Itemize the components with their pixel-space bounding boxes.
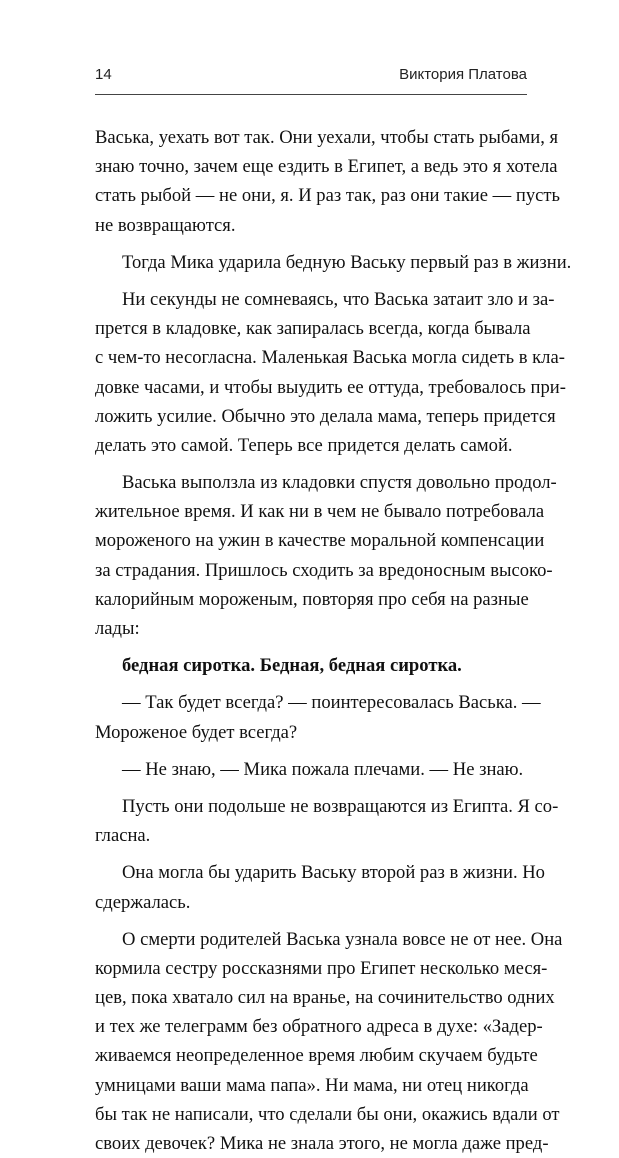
text-line: — Не знаю, — Мика пожала плечами. — Не знаю. — [122, 758, 524, 780]
text-line: стать рыбой — не они, я. И раз так, раз они такие — пусть — [95, 185, 560, 207]
running-title: Виктория Платова — [399, 66, 527, 83]
text-line: делать это самой. Теперь все придется делать самой. — [95, 434, 513, 456]
header-divider — [95, 94, 527, 95]
text-line: не возвращаются. — [95, 214, 236, 236]
page-number: 14 — [95, 66, 112, 83]
paragraph-gap — [95, 643, 527, 651]
text-line: Ни секунды не сомневаясь, что Васька затаит зло и за- — [122, 288, 555, 310]
text-line: за страдания. Пришлось сходить за вредоносным высоко- — [95, 559, 553, 581]
text-line: калорийным мороженым, повторяя про себя на разные — [95, 588, 529, 610]
paragraph-gap — [95, 277, 527, 285]
text-line: сдержалась. — [95, 891, 191, 913]
text-line: и тех же телеграмм без обратного адреса в духе: «Задер- — [95, 1016, 543, 1038]
text-line: — Так будет всегда? — поинтересовалась Васька. — — [122, 692, 541, 714]
paragraph-gap — [95, 917, 527, 925]
text-line-bold: бедная сиротка. Бедная, бедная сиротка. — [122, 655, 462, 677]
text-line: живаемся неопределенное время любим скучаем будьте — [95, 1045, 538, 1067]
text-line: цев, пока хватало сил на вранье, на сочинительство одних — [95, 987, 555, 1009]
text-line: Тогда Мика ударила бедную Ваську первый раз в жизни. — [122, 251, 572, 273]
text-line: Пусть они подольше не возвращаются из Египта. Я со- — [122, 795, 559, 817]
text-line: Мороженое будет всегда? — [95, 721, 298, 743]
paragraph-gap — [95, 784, 527, 792]
text-line: кормила сестру россказнями про Египет несколько меся- — [95, 957, 548, 979]
text-line: своих девочек? Мика не знала этого, не могла даже пред- — [95, 1133, 549, 1154]
paragraph-gap — [95, 747, 527, 755]
text-line: довке часами, и чтобы выудить ее оттуда, требовалось при- — [95, 376, 566, 398]
text-line: Она могла бы ударить Ваську второй раз в жизни. Но — [122, 862, 545, 884]
text-line: ложить усилие. Обычно это делала мама, теперь придется — [95, 405, 556, 427]
paragraph-gap — [95, 460, 527, 468]
text-line: О смерти родителей Васька узнала вовсе не от нее. Она — [122, 928, 563, 950]
text-line: умницами ваши мама папа». Ни мама, ни отец никогда — [95, 1074, 529, 1096]
paragraph-gap — [95, 240, 527, 248]
text-line: прется в кладовке, как запиралась всегда, когда бывала — [95, 318, 531, 340]
text-line: мороженого на ужин в качестве моральной компенсации — [95, 530, 545, 552]
text-line: знаю точно, зачем еще ездить в Египет, а ведь это я хотела — [95, 156, 558, 178]
paragraph-gap — [95, 680, 527, 688]
text-line: с чем-то несогласна. Маленькая Васька могла сидеть в кла- — [95, 347, 565, 369]
text-line: бы так не написали, что сделали бы они, окажись вдали от — [95, 1103, 560, 1125]
text-line: Васька, уехать вот так. Они уехали, чтобы стать рыбами, я — [95, 127, 559, 148]
paragraph-gap — [95, 850, 527, 858]
page-header — [95, 66, 527, 88]
text-line: Васька выползла из кладовки спустя довольно продол- — [122, 472, 557, 494]
text-line: жительное время. И как ни в чем не бывало потребовала — [95, 501, 545, 523]
text-line: лады: — [95, 618, 140, 639]
text-line: гласна. — [95, 825, 151, 847]
body-text — [95, 123, 572, 1158]
